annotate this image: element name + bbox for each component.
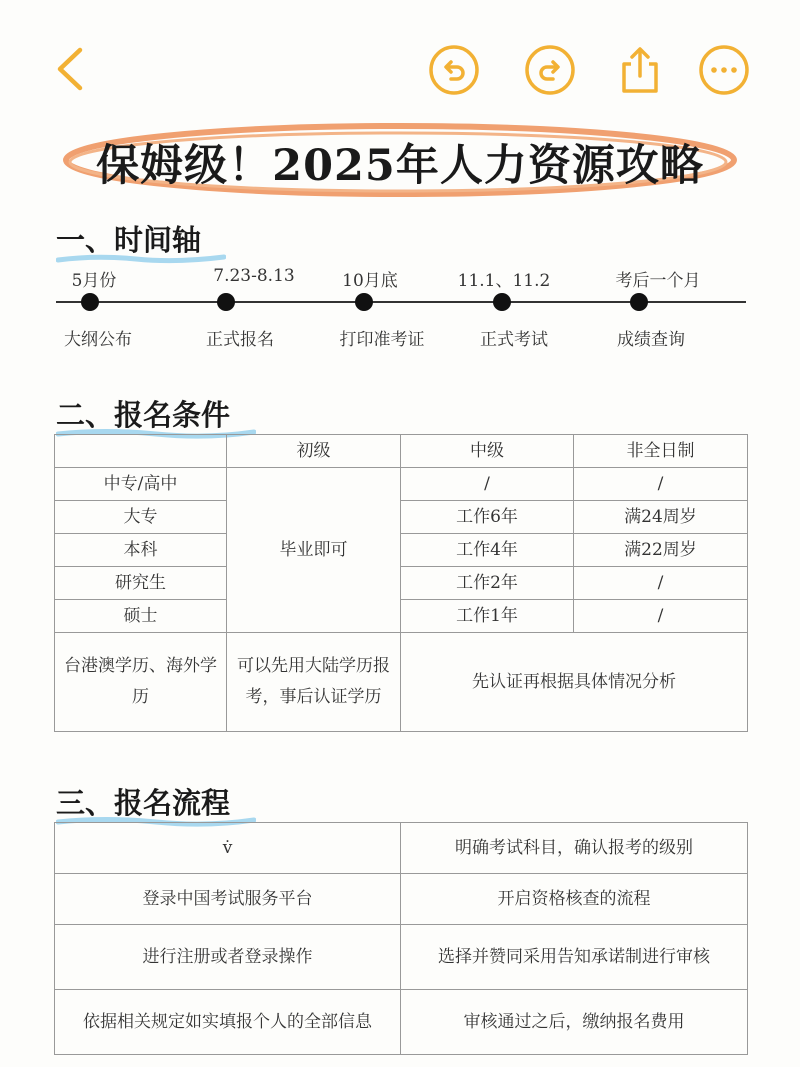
timeline-dot [217,293,235,311]
table-row [55,823,748,874]
process-step-cell: 审核通过之后，缴纳报名费用 [401,990,748,1055]
education-cell: 本科 [55,534,227,567]
process-step-cell: 依据相关规定如实填报个人的全部信息 [55,990,401,1055]
timeline-event: 正式报名 [206,330,274,350]
process-table [54,822,748,1055]
intermediate-cell: 工作1年 [401,600,574,633]
title-banner [60,118,740,202]
parttime-cell: / [574,468,748,501]
table-row [55,468,748,501]
timeline-event: 大纲公布 [64,330,132,350]
process-step-cell: v̇ [55,823,401,874]
intermediate-cell: 工作4年 [401,534,574,567]
parttime-cell: 满22周岁 [574,534,748,567]
table-row [55,567,748,600]
process-step-cell: 进行注册或者登录操作 [55,925,401,990]
overseas-other-cell: 先认证再根据具体情况分析 [401,633,748,732]
page-title: 保姆级！2025年人力资源攻略 [96,141,704,191]
timeline-date: 考后一个月 [615,271,701,291]
table-row [55,600,748,633]
table-header-cell: 非全日制 [574,435,748,468]
education-cell: 研究生 [55,567,227,600]
back-button[interactable] [50,44,90,94]
junior-requirement-cell: 毕业即可 [227,468,401,633]
timeline-dot [355,293,373,311]
intermediate-cell: 工作2年 [401,567,574,600]
more-button[interactable] [698,44,750,96]
education-cell: 台港澳学历、海外学历 [55,633,227,732]
more-icon [698,44,750,96]
share-button[interactable] [614,44,666,96]
table-row [55,990,748,1055]
table-row [55,874,748,925]
timeline-date: 11.1、11.2 [457,271,551,291]
table-header-row [55,435,748,468]
timeline-date: 7.23-8.13 [213,266,295,286]
overseas-junior-cell: 可以先用大陆学历报考，事后认证学历 [227,633,401,732]
table-header-cell: 中级 [401,435,574,468]
share-icon [614,44,666,96]
undo-button[interactable] [428,44,480,96]
section-heading-timeline: 一、时间轴 [56,218,201,259]
intermediate-cell: 工作6年 [401,501,574,534]
table-row [55,501,748,534]
table-header-cell: 初级 [227,435,401,468]
redo-icon [524,44,576,96]
parttime-cell: 满24周岁 [574,501,748,534]
timeline-event: 成绩查询 [617,330,685,350]
table-header-cell [55,435,227,468]
timeline-event: 打印准考证 [339,330,425,350]
undo-icon [428,44,480,96]
redo-button[interactable] [524,44,576,96]
parttime-cell: / [574,600,748,633]
section-heading-conditions: 二、报名条件 [56,393,230,434]
timeline-dot [630,293,648,311]
chevron-left-icon [50,44,90,94]
process-step-cell: 开启资格核查的流程 [401,874,748,925]
conditions-table [54,434,748,732]
timeline-event: 正式考试 [480,330,548,350]
timeline-dot [493,293,511,311]
education-cell: 硕士 [55,600,227,633]
education-cell: 大专 [55,501,227,534]
timeline-date: 10月底 [342,271,398,291]
timeline-dot [81,293,99,311]
process-step-cell: 登录中国考试服务平台 [55,874,401,925]
process-step-cell: 明确考试科目，确认报考的级别 [401,823,748,874]
heading-underline [56,251,226,265]
table-row [55,925,748,990]
table-row [55,633,748,732]
timeline-date: 5月份 [71,271,117,291]
education-cell: 中专/高中 [55,468,227,501]
table-row [55,534,748,567]
parttime-cell: / [574,567,748,600]
process-step-cell: 选择并赞同采用告知承诺制进行审核 [401,925,748,990]
section-heading-process: 三、报名流程 [56,781,230,822]
intermediate-cell: / [401,468,574,501]
